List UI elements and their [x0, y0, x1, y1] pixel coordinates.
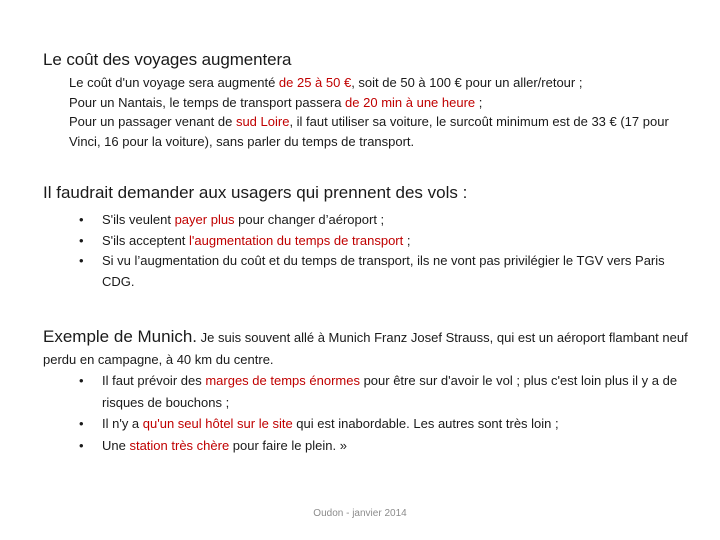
munich-list — [79, 370, 692, 456]
section-munich-title: Exemple de Munich. — [43, 327, 198, 346]
cost-line-3: Pour un passager venant de sud Loire, il faut utiliser sa voiture, le surcoût minimum est de 33 € (17 pour Vinci, 16 pour la voiture), sans parler du temps de transport. — [69, 114, 669, 149]
highlight-single-hotel: qu'un seul hôtel sur le site — [142, 416, 293, 431]
section-cost-body — [69, 73, 699, 151]
highlight-travel-time: de 20 min à une heure — [345, 94, 476, 110]
list-item: • Si vu l’augmentation du coût et du temps de transport, ils ne vont pas privilégier le TGV vers Paris CDG. — [79, 253, 665, 289]
bullet-icon: • — [79, 373, 84, 388]
list-item: • Il n'y a qu'un seul hôtel sur le site qui est inabordable. Les autres sont très loin ; — [102, 413, 692, 435]
cost-line-1: Le coût d'un voyage sera augmenté de 25 à 50 €, soit de 50 à 100 € pour un aller/retour ; — [69, 75, 583, 90]
bullet-icon: • — [79, 232, 84, 248]
highlight-sud-loire: sud Loire — [235, 114, 290, 129]
questions-list — [79, 210, 692, 292]
highlight-expensive-station: station très chère — [129, 437, 230, 453]
highlight-time-increase: l'augmentation du temps de transport — [189, 232, 404, 248]
list-item: • Une station très chère pour faire le plein. » — [102, 435, 692, 457]
highlight-pay-more: payer plus — [174, 212, 235, 227]
section-questions-title: Il faudrait demander aux usagers qui prennent des vols : — [43, 183, 468, 202]
section-cost-title: Le coût des voyages augmentera — [43, 50, 292, 69]
list-item: • S'ils acceptent l'augmentation du temps de transport ; — [102, 231, 692, 252]
section-munich-intro: Exemple de Munich. Je suis souvent allé à Munich Franz Josef Strauss, qui est un aéroport flambant neuf perdu en campagne, à 40 km du centre. — [43, 327, 688, 367]
bullet-icon: • — [79, 212, 84, 227]
highlight-price-increase: de 25 à 50 € — [278, 75, 352, 90]
bullet-icon: • — [79, 253, 84, 268]
list-item: • Il faut prévoir des marges de temps énormes pour être sur d'avoir le vol ; plus c'est loin plus il y a de risques de bouchons ; — [102, 370, 692, 413]
slide-footer: Oudon - janvier 2014 — [313, 508, 407, 519]
bullet-icon: • — [79, 416, 84, 431]
highlight-time-margins: marges de temps énormes — [205, 373, 360, 388]
list-item: • S'ils veulent payer plus pour changer d’aéroport ; — [102, 210, 692, 231]
bullet-icon: • — [79, 437, 84, 453]
cost-line-2: Pour un Nantais, le temps de transport passera de 20 min à une heure ; — [69, 94, 483, 110]
